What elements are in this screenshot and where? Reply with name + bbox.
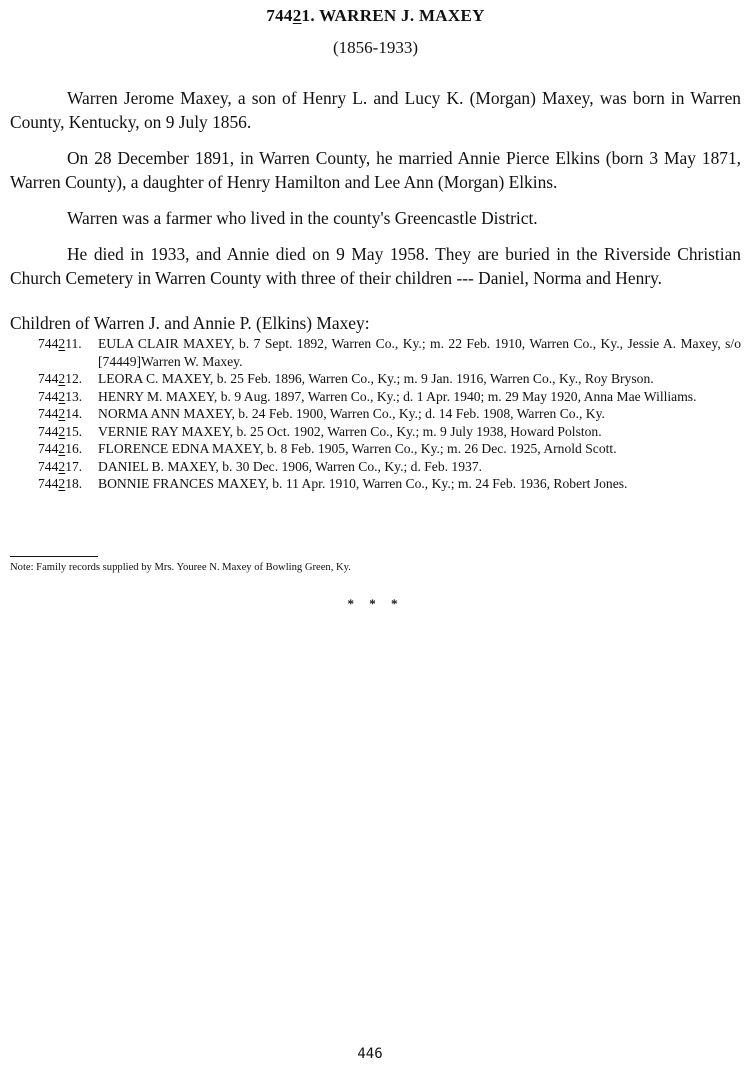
footnote-rule xyxy=(10,556,98,557)
paragraph-occupation: Warren was a farmer who lived in the county's Greencastle District. xyxy=(67,208,538,228)
child-details: DANIEL B. MAXEY, b. 30 Dec. 1906, Warren Co., Ky.; d. Feb. 1937. xyxy=(98,458,483,474)
paragraph-birth: Warren Jerome Maxey, a son of Henry L. and Lucy K. (Morgan) Maxey, was born in Warren County, Kentucky, on 9 July 1856. xyxy=(10,88,741,132)
children-heading: Children of Warren J. and Annie P. (Elkins) Maxey: xyxy=(10,313,370,333)
entry-title xyxy=(10,6,741,26)
child-details: NORMA ANN MAXEY, b. 24 Feb. 1900, Warren Co., Ky.; d. 14 Feb. 1908, Warren Co., Ky. xyxy=(98,406,605,421)
child-entry xyxy=(38,475,741,493)
section-separator: * * * xyxy=(347,596,404,611)
life-dates: (1856-1933) xyxy=(333,38,418,57)
entry-name: . WARREN J. MAXEY xyxy=(310,6,485,25)
child-entry xyxy=(38,388,741,406)
child-details: LEORA C. MAXEY, b. 25 Feb. 1896, Warren Co., Ky.; m. 9 Jan. 1916, Warren Co., Ky., Roy Bryson. xyxy=(98,371,654,386)
child-entry xyxy=(38,405,741,423)
child-number: 744212. xyxy=(38,371,83,386)
child-entry xyxy=(38,335,741,370)
biography xyxy=(10,86,741,302)
child-number: 744215. xyxy=(38,423,83,439)
child-number: 744217. xyxy=(38,458,83,474)
child-entry xyxy=(38,423,741,441)
child-number: 744213. xyxy=(38,388,83,404)
child-number: 744218. xyxy=(38,476,83,491)
child-number: 744216. xyxy=(38,441,83,456)
page-number: 446 xyxy=(357,1046,383,1062)
paragraph-marriage: On 28 December 1891, in Warren County, he married Annie Pierce Elkins (born 3 May 1871, Warren County), a daughter of Henry Hamilton and Lee Ann (Morgan) Elkins. xyxy=(10,148,741,192)
entry-number-underlined: 2 xyxy=(292,6,302,25)
child-entry xyxy=(38,440,741,458)
child-details: FLORENCE EDNA MAXEY, b. 8 Feb. 1905, Warren Co., Ky.; m. 26 Dec. 1925, Arnold Scott. xyxy=(98,441,617,456)
child-details: EULA CLAIR MAXEY, b. 7 Sept. 1892, Warren Co., Ky.; m. 22 Feb. 1910, Warren Co., Ky., Jessie A. Maxey, s/o [74449]Warren W. Maxey. xyxy=(98,336,741,369)
children-list xyxy=(38,335,741,493)
child-number: 744214. xyxy=(38,406,83,421)
entry-number-suffix: 1 xyxy=(301,6,311,25)
footnote: Note: Family records supplied by Mrs. Youree N. Maxey of Bowling Green, Ky. xyxy=(10,562,351,573)
child-entry xyxy=(38,370,741,388)
child-details: VERNIE RAY MAXEY, b. 25 Oct. 1902, Warren Co., Ky.; m. 9 July 1938, Howard Polston. xyxy=(98,423,602,439)
paragraph-death: He died in 1933, and Annie died on 9 May 1958. They are buried in the Riverside Christian Church Cemetery in Warren County with three of their children --- Daniel, Norma and Henry. xyxy=(10,244,741,288)
entry-number-prefix: 744 xyxy=(266,6,293,25)
child-details: BONNIE FRANCES MAXEY, b. 11 Apr. 1910, Warren Co., Ky.; m. 24 Feb. 1936, Robert Jones. xyxy=(98,476,628,491)
child-details: HENRY M. MAXEY, b. 9 Aug. 1897, Warren Co., Ky.; d. 1 Apr. 1940; m. 29 May 1920, Anna Mae Williams. xyxy=(98,388,697,404)
child-entry xyxy=(38,458,741,476)
child-number: 744211. xyxy=(38,336,82,351)
